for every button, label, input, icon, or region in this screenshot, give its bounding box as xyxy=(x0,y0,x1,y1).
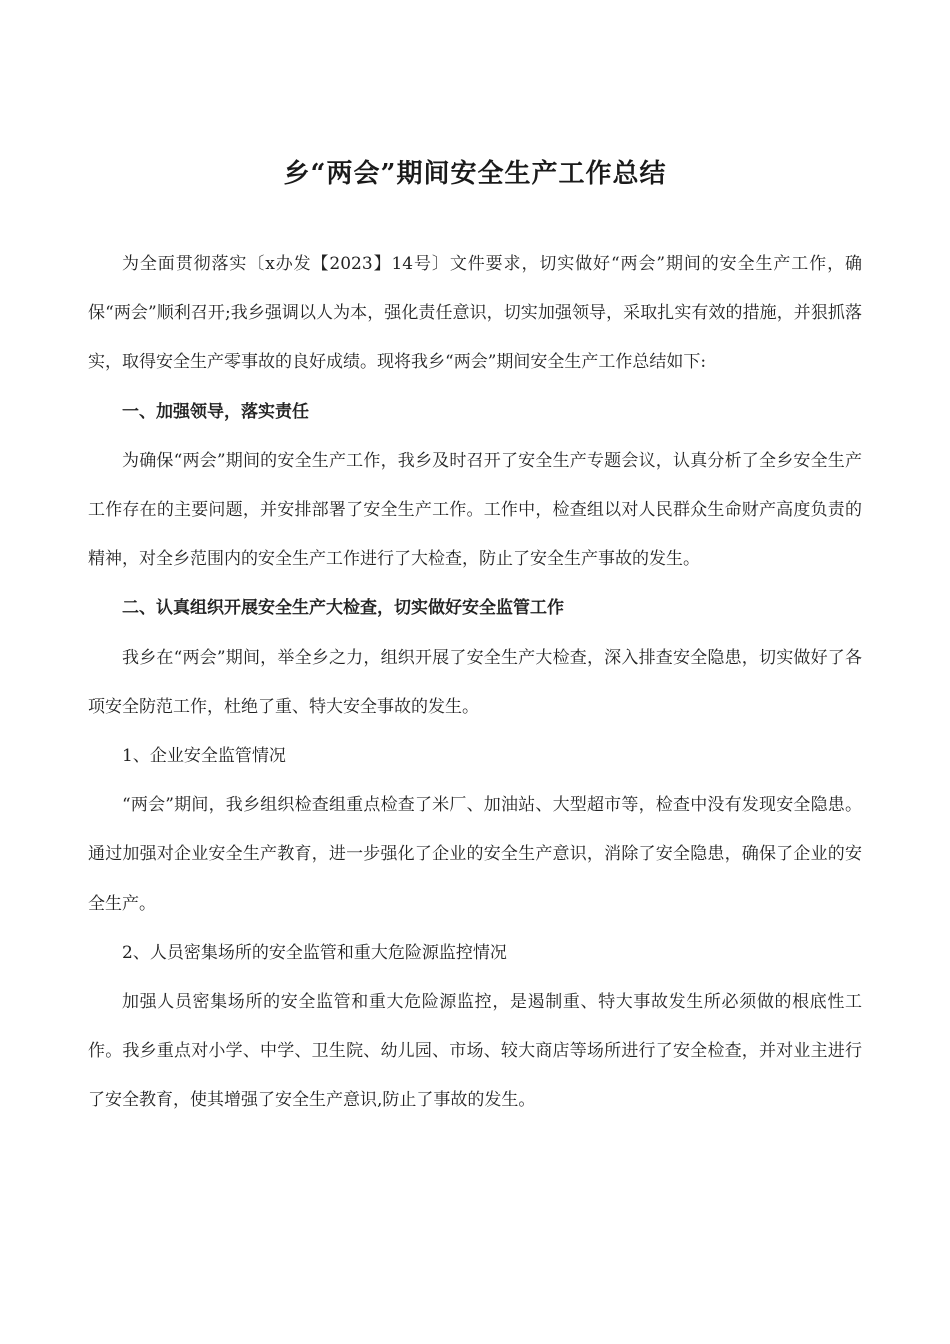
document-title: 乡“两会”期间安全生产工作总结 xyxy=(283,159,667,189)
subsection-heading-2: 2、人员密集场所的安全监管和重大危险源监控情况 xyxy=(122,942,507,963)
subsection-2-paragraph: 加强人员密集场所的安全监管和重大危险源监控，是遏制重、特大事故发生所必须做的根底性工作。我乡重点对小学、中学、卫生院、幼儿园、市场、较大商店等场所进行了安全检查，并对业主进行了安全教育，使其增强了安全生产意识,防止了事故的发生。 xyxy=(88,992,862,1111)
subsection-1-paragraph: “两会”期间，我乡组织检查组重点检查了米厂、加油站、大型超市等，检查中没有发现安全隐患。通过加强对企业安全生产教育，进一步强化了企业的安全生产意识，消除了安全隐患，确保了企业的安全生产。 xyxy=(88,795,862,914)
document-body xyxy=(88,240,862,1126)
section-1-paragraph: 为确保“两会”期间的安全生产工作，我乡及时召开了安全生产专题会议，认真分析了全乡安全生产工作存在的主要问题，并安排部署了安全生产工作。工作中，检查组以对人民群众生命财产高度负责的精神，对全乡范围内的安全生产工作进行了大检查，防止了安全生产事故的发生。 xyxy=(88,450,862,570)
subsection-heading-1: 1、企业安全监管情况 xyxy=(122,746,286,767)
section-heading-2: 二、认真组织开展安全生产大检查，切实做好安全监管工作 xyxy=(122,598,564,619)
intro-paragraph: 为全面贯彻落实〔x办发【2023】14号〕文件要求，切实做好“两会”期间的安全生产工作，确保“两会”顺利召开;我乡强调以人为本，强化责任意识，切实加强领导，采取扎实有效的措施，并狠抓落实，取得安全生产零事故的良好成绩。现将我乡“两会”期间安全生产工作总结如下: xyxy=(88,254,862,373)
section-2-paragraph: 我乡在“两会”期间，举全乡之力，组织开展了安全生产大检查，深入排查安全隐患，切实做好了各项安全防范工作，杜绝了重、特大安全事故的发生。 xyxy=(88,647,862,717)
section-heading-1: 一、加强领导，落实责任 xyxy=(122,401,309,422)
